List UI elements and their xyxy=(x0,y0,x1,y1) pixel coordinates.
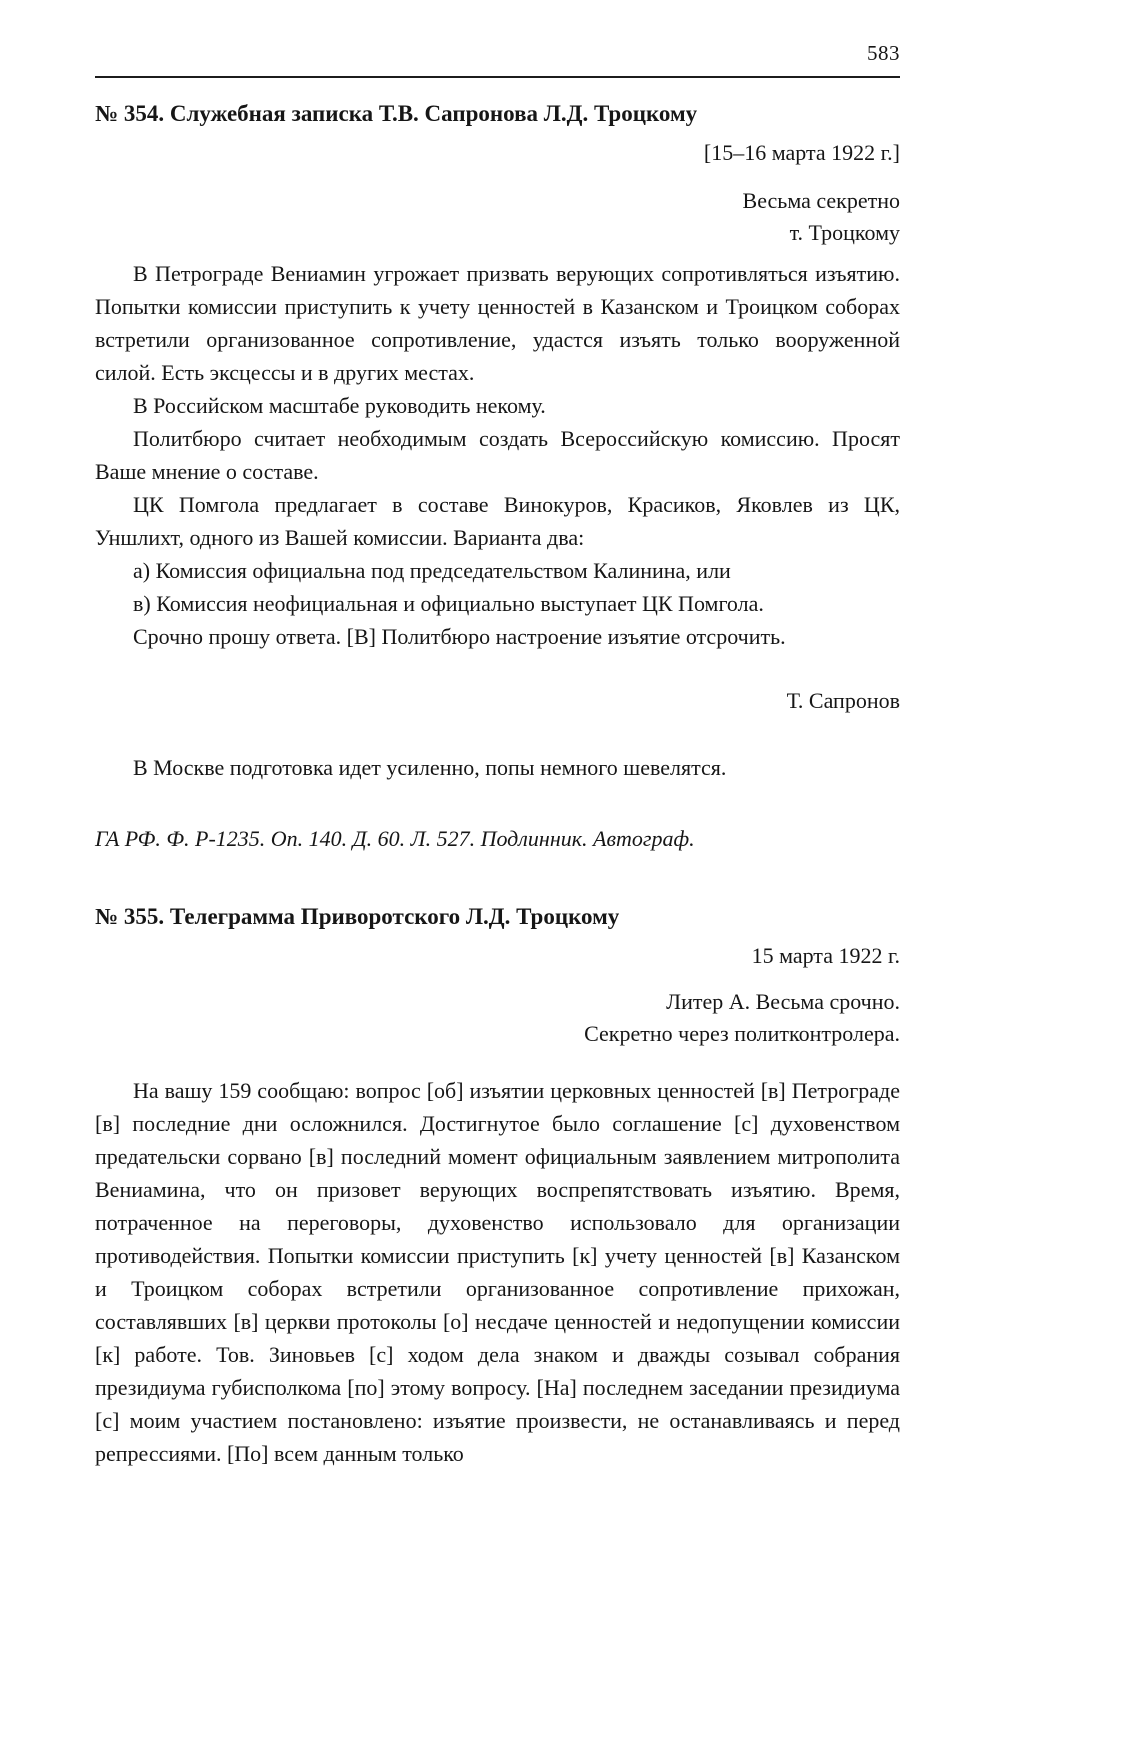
list-item-v: в) Комиссия неофициальная и официально выступает ЦК Помгола. xyxy=(133,591,764,616)
signature: Т. Сапронов xyxy=(786,688,900,713)
document-354 xyxy=(95,98,900,855)
archival-reference: ГА РФ. Ф. Р-1235. Оп. 140. Д. 60. Л. 527. Подлинник. Автограф. xyxy=(95,826,695,851)
classification-line: Секретно через политконтролера. xyxy=(584,1021,900,1046)
paragraph: ЦК Помгола предлагает в составе Винокуров, Красиков, Яковлев из ЦК, Уншлихт, одного из Вашей комиссии. Варианта два: xyxy=(95,492,900,550)
document-355-heading: № 355. Телеграмма Приворотского Л.Д. Троцкому xyxy=(95,904,620,929)
addressee-line: т. Троцкому xyxy=(789,220,900,245)
classification-stamp: Весьма секретно xyxy=(742,188,900,213)
document-354-date: [15–16 марта 1922 г.] xyxy=(703,140,900,165)
postscript: В Москве подготовка идет усиленно, попы немного шевелятся. xyxy=(133,755,727,780)
paragraph: Политбюро считает необходимым создать Всероссийскую комиссию. Просят Ваше мнение о составе. xyxy=(95,426,900,484)
header-rule xyxy=(95,76,900,78)
document-355-date: 15 марта 1922 г. xyxy=(751,943,900,968)
page-number: 583 xyxy=(867,41,900,65)
list-item-a: а) Комиссия официальна под председательством Калинина, или xyxy=(133,558,731,583)
paragraph: В Российском масштабе руководить некому. xyxy=(133,393,546,418)
paragraph: В Петрограде Вениамин угрожает призвать верующих сопротивляться изъятию. Попытки комиссии приступить к учету ценностей в Казанском и Троицком соборах встретили организованное сопротивление, удастся изъять только вооруженной силой. Есть эксцессы и в других местах. xyxy=(95,261,900,385)
document-354-heading: № 354. Служебная записка Т.В. Сапронова Л.Д. Троцкому xyxy=(95,101,698,126)
document-355 xyxy=(95,901,900,1470)
paragraph: На вашу 159 сообщаю: вопрос [об] изъятии церковных ценностей [в] Петрограде [в] последние дни осложнился. Достигнутое было соглашение [с] духовенством предательски сорвано [в] последний момент официальным заявлением митрополита Вениамина, что он призовет верующих воспрепятствовать изъятию. Время, потраченное на переговоры, духовенство использовало для организации противодействия. Попытки комиссии приступить [к] учету ценностей [в] Казанском и Троицком соборах встретили организованное сопротивление прихожан, составлявших [в] церкви протоколы [о] несдаче ценностей и недопущении комиссии [к] работе. Тов. Зиновьев [с] ходом дела знаком и дважды созывал собрания президиума губисполкома [по] этому вопросу. [На] последнем заседании президиума [с] моим участием постановлено: изъятие произвести, не останавливаясь и перед репрессиями. [По] всем данным только xyxy=(95,1078,900,1466)
classification-line: Литер А. Весьма срочно. xyxy=(666,989,900,1014)
closing-paragraph: Срочно прошу ответа. [В] Политбюро настроение изъятие отсрочить. xyxy=(133,624,786,649)
